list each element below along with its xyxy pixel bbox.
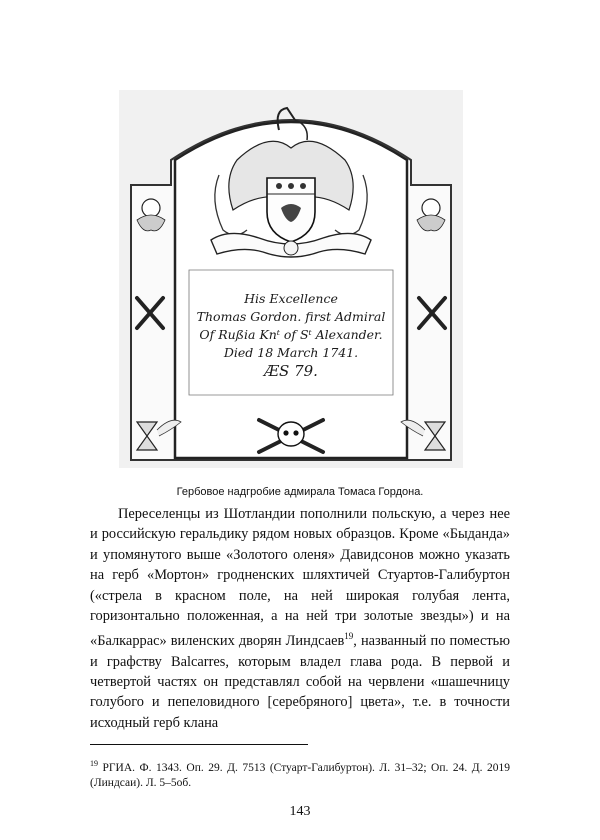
plaque-line-3: Of Rußia Knᵗ of Sᵗ Alexander. (199, 327, 383, 342)
figure-caption: Гербовое надгробие адмирала Томаса Гордона. (176, 486, 424, 498)
tombstone-engraving (119, 90, 463, 468)
footnote-text: РГИА. Ф. 1343. Оп. 29. Д. 7513 (Стуарт-Галибуртон). Л. 31–32; Оп. 24. Д. 2019 (Линдсаи). Л. 5–5об. (90, 761, 510, 790)
body-text (90, 504, 510, 733)
page-number: 143 (289, 804, 311, 819)
footnote-divider (90, 744, 308, 745)
footnote-reference[interactable]: 19 (344, 631, 354, 642)
body-text-part-2: , названный по поместью и графству Balcarres, которым владел глава рода. В первой и четвертой частях он представлял собой на червлени «шашечницу голубого и пепеловидного [серебряного] цвета», т.е. в точности исходный герб клана (90, 633, 510, 731)
footnote-number: 19 (90, 759, 98, 768)
plaque-line-5: ÆS 79. (264, 362, 318, 380)
body-paragraph (90, 504, 510, 733)
footnote (90, 756, 510, 792)
plaque-line-2: Thomas Gordon. first Admiral (196, 309, 386, 324)
body-text-part-1: Переселенцы из Шотландии пополнили польскую, а через нее и российскую геральдику рядом новых образцов. Кроме «Быданда» и упомянутого выше «Золотого оленя» Давидсонов можно указать на герб «Мортон» гродненских шляхтичей Стуартов-Галибуртон («стрела в красном поле, на ней широкая голубая лента, горизонтально положенная, а на ней три золотые звезды») и на «Балкаррас» виленских дворян Линдсаев (90, 506, 510, 650)
plaque-line-1: His Excellence (244, 291, 338, 306)
tombstone-illustration (119, 90, 463, 468)
plaque-line-4: Died 18 March 1741. (223, 345, 359, 360)
